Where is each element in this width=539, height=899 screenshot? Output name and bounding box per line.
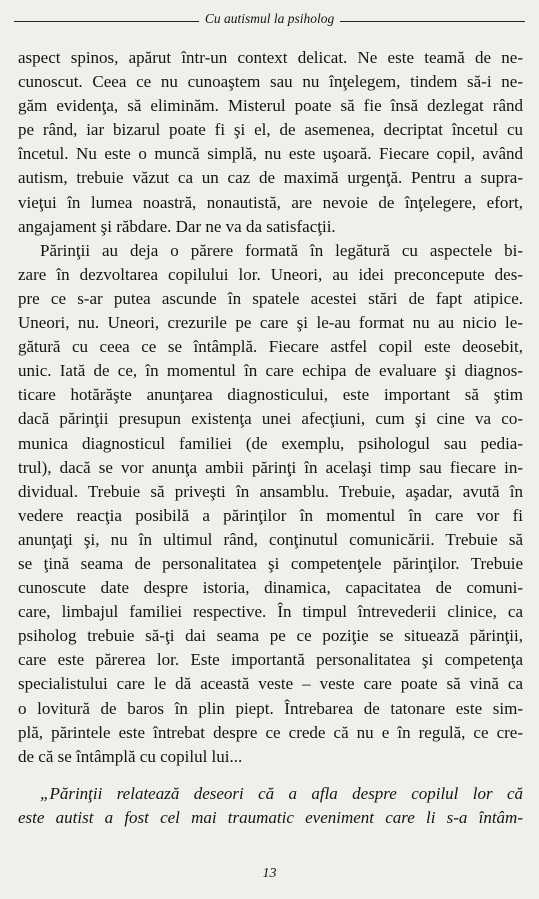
text-line: trul), dacă se vor anunţa ambii părinţi în acelaşi timp sau fiecare in-	[18, 457, 523, 477]
text-line: unic. Iată de ce, în momentul în care echipa de evaluare şi diagnos-	[18, 361, 523, 381]
text-line: care, limbajul familiei respective. În timpul întrevederii clinice, ca	[18, 602, 523, 622]
text-line: pre ce s-ar putea ascunde în spatele acestei stări de fapt atipice.	[18, 288, 523, 308]
text-line: gătură cu ceea ce se întâmplă. Fiecare astfel copil este deosebit,	[18, 337, 523, 357]
text-line: încetul. Nu este o muncă simplă, nu este uşoară. Fiecare copil, având	[18, 144, 523, 164]
running-head	[14, 10, 525, 28]
text-line: pe rând, iar bizarul poate fi şi el, de asemenea, decriptat încetul cu	[18, 120, 523, 140]
text-line: cunoscute date despre istoria, dinamica, capacitatea de comuni-	[18, 578, 523, 598]
text-line: specialistului care le dă această veste – veste care poate să vină ca	[18, 674, 523, 694]
text-line: găm evidenţa, să eliminăm. Misterul poate să fie însă dezlegat rând	[18, 96, 523, 116]
text-line: care este părerea lor. Este importantă personalitatea şi competenţa	[18, 650, 523, 670]
text-line: dacă părinţii presupun existenţa unei afecţiuni, cum şi cine va co-	[18, 409, 523, 429]
text-line: autism, trebuie văzut ca un caz de maximă urgenţă. Pentru a supra-	[18, 168, 523, 188]
text-line: aspect spinos, apărut într-un context delicat. Ne este teamă de ne-	[18, 48, 523, 67]
text-line: munica diagnosticul familiei (de exemplu, psihologul sau pedia-	[18, 433, 523, 453]
text-line: vedere reacţia posibilă a părinţilor în momentul în care vor fi	[18, 505, 523, 525]
quote-line: „Părinţii relatează deseori că a afla despre copilul lor că	[40, 783, 523, 803]
paragraph-2	[18, 239, 523, 769]
text-line: Uneori, nu. Uneori, crezurile pe care şi le-au format nu au nicio le-	[18, 313, 523, 333]
running-head-title: Cu autismul la psiholog	[204, 11, 335, 26]
header-rule-left	[14, 21, 199, 22]
quote-paragraph	[18, 782, 523, 830]
text-line: plă, părintele este întrebat despre ce crede că nu e în regulă, ce cre-	[18, 722, 523, 742]
text-line: se ţină seama de personalitatea şi competenţele părinţilor. Trebuie	[18, 553, 523, 573]
text-line: psiholog trebuie să-ţi dai seama pe ce poziţie se situează părinţii,	[18, 626, 523, 646]
text-line: angajament şi răbdare. Dar ne va da satisfacţii.	[18, 216, 336, 236]
text-line: zare în dezvoltarea copilului lor. Uneori, au idei preconcepute des-	[18, 264, 523, 284]
paragraph-1	[18, 46, 523, 239]
quote-line: este autist a fost cel mai traumatic eveniment care li s-a întâm-	[18, 807, 523, 827]
text-line: ticare hotărăşte anunţarea diagnosticului, este important să ştim	[18, 385, 523, 405]
text-line: cunoscut. Ceea ce nu cunoaştem sau nu înţelegem, tindem să-i ne-	[18, 72, 523, 92]
body-text	[18, 46, 523, 830]
page-number: 13	[262, 866, 277, 881]
text-line: Părinţii au deja o părere formată în legătură cu aspectele bi-	[40, 240, 523, 260]
text-line: vieţui în lumea noastră, nonautistă, are nevoie de înţelegere, efort,	[18, 192, 523, 212]
text-line: de că se întâmplă cu copilul lui...	[18, 746, 243, 766]
header-rule-right	[340, 21, 525, 22]
text-line: dividual. Trebuie să priveşti în ansamblu. Trebuie, aşadar, avută în	[18, 481, 523, 501]
text-line: o lovitură de baros în plin piept. Întrebarea de tatonare este sim-	[18, 698, 523, 718]
text-line: anunţaţi şi, nu în ultimul rând, conţinutul comunicării. Trebuie să	[18, 529, 523, 549]
